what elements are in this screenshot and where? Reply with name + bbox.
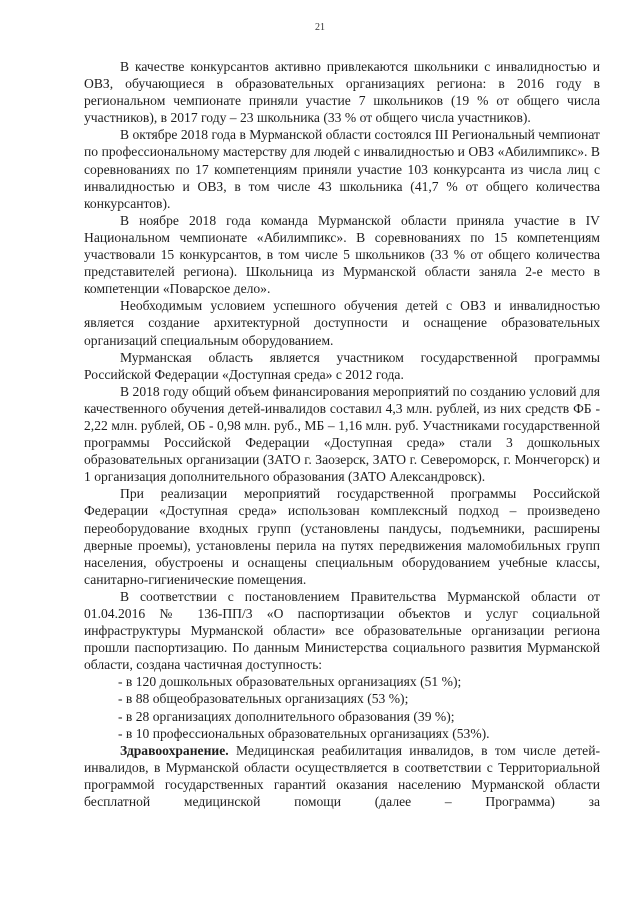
paragraph-1: В качестве конкурсантов активно привлекаются школьники с инвалидностью и ОВЗ, обучающиеся в образовательных организациях региона: в 2016 году в региональном чемпионате приняли участие 7 школьников (19 % от общего числа участников), в 2017 году – 23 школьника (33 % от общего числа участников). xyxy=(84,59,600,126)
accessibility-list xyxy=(84,673,600,741)
paragraph-3: В ноябре 2018 года команда Мурманской области приняла участие в IV Национальном чемпионате «Абилимпикс». В соревнованиях по 15 компетенциям участвовали 15 конкурсантов, в том числе 5 школьников (33 % от общего количества представителей региона). Школьница из Мурманской области заняла 2-е место в компетенции «Поварское дело». xyxy=(84,212,600,297)
list-item: - в 88 общеобразовательных организациях (53 %); xyxy=(118,691,409,707)
section-heading: Здравоохранение. xyxy=(120,742,229,758)
paragraph-8: В соответствии с постановлением Правительства Мурманской области от 01.04.2016 № 136-ПП/3 «О паспортизации объектов и услуг социальной инфраструктуры Мурманской области» все образовательные организации региона прошли паспортизацию. По данным Министерства социального развития Мурманской области, создана частичная доступность: xyxy=(84,588,600,673)
healthcare-text: Медицинская реабилитация инвалидов, в том числе детей-инвалидов, в Мурманской области осуществляется в соответствии с Территориальной программой государственных гарантий оказания населению Мурманской области бесплатной медицинской помощи (далее – Программа) за xyxy=(84,742,600,810)
paragraph-healthcare xyxy=(84,742,600,810)
paragraph-7: При реализации мероприятий государственной программы Российской Федерации «Доступная среда» использован комплексный подход – произведено переоборудование входных групп (установлены пандусы, подъемники, расширены дверные проемы), установлены перила на путях передвижения маломобильных групп населения, обустроены и оснащены специальным оборудованием учебные классы, санитарно-гигиенические помещения. xyxy=(84,486,600,587)
paragraph-5: Мурманская область является участником государственной программы Российской Федерации «Доступная среда» с 2012 года. xyxy=(84,349,600,382)
list-item: - в 120 дошкольных образовательных организациях (51 %); xyxy=(118,674,462,690)
paragraph-4: Необходимым условием успешного обучения детей с ОВЗ и инвалидностью является создание архитектурной доступности и оснащение образовательных организаций специальным оборудованием. xyxy=(84,298,600,348)
paragraph-2: В октябре 2018 года в Мурманской области состоялся III Региональный чемпионат по профессиональному мастерству для людей с инвалидностью и ОВЗ «Абилимпикс». В соревнованиях по 17 компетенциям приняли участие 103 конкурсанта из числа лиц с инвалидностью и ОВЗ, в том числе 43 школьника (41,7 % от общего количества конкурсантов). xyxy=(84,127,600,211)
list-item: - в 10 профессиональных образовательных организациях (53%). xyxy=(118,725,490,741)
page-number: 21 xyxy=(315,22,325,33)
list-item: - в 28 организациях дополнительного образования (39 %); xyxy=(118,708,455,724)
paragraph-6: В 2018 году общий объем финансирования мероприятий по созданию условий для качественного обучения детей-инвалидов составил 4,3 млн. рублей, из них средств ФБ - 2,22 млн. рублей, ОБ - 0,98 млн. руб., МБ – 1,16 млн. руб. Участниками государственной программы Российской Федерации «Доступная среда» стали 3 дошкольных образовательных организации (ЗАТО г. Заозерск, ЗАТО г. Североморск, г. Мончегорск) и 1 организация дополнительного образования (ЗАТО Александровск). xyxy=(84,383,600,485)
document-body xyxy=(84,58,600,810)
